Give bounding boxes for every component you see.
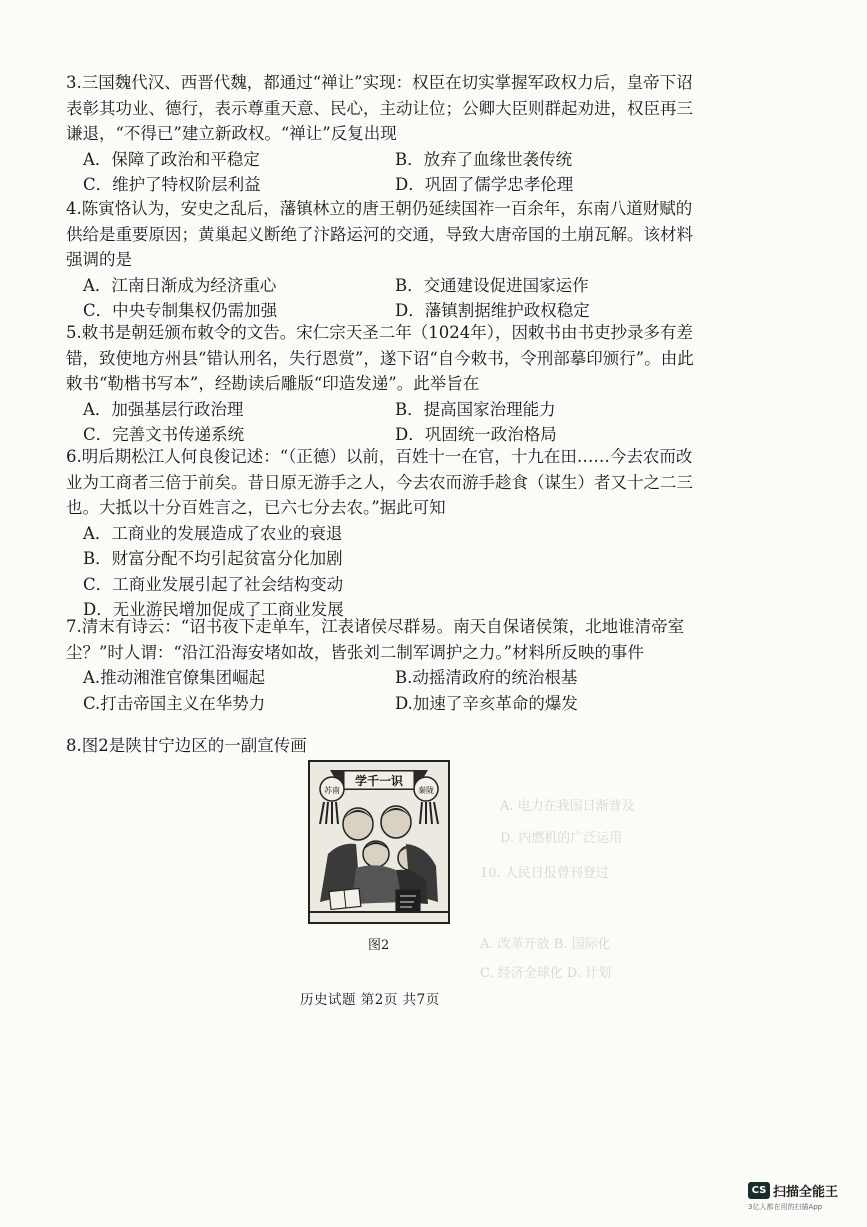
scanner-watermark (748, 1180, 838, 1212)
question-6 (66, 444, 706, 623)
question-8 (66, 733, 706, 759)
option-a: A．工商业的发展造成了农业的衰退 (83, 523, 343, 543)
option-d: D．无业游民增加促成了工商业发展 (83, 600, 344, 619)
option-a: A.推动湘淮官僚集团崛起 (83, 668, 266, 687)
option-b: B．提高国家治理能力 (395, 399, 556, 419)
option-b: B.动摇清政府的统治根基 (395, 668, 578, 687)
option-b: B．财富分配不均引起贫富分化加剧 (83, 549, 343, 568)
bleed-through-text: 10. 人民日报曾刊登过 (480, 866, 609, 881)
left-badge-text: 苏南 (324, 786, 340, 795)
option-d: D．巩固统一政治格局 (395, 425, 557, 444)
options (66, 521, 706, 623)
bleed-through-text: A. 改革开放 B. 国际化 (480, 937, 611, 952)
option-d: D．藩镇割据维护政权稳定 (395, 301, 590, 320)
propaganda-painting (308, 760, 450, 924)
bleed-through-text: D. 内燃机的广泛运用 (500, 831, 623, 846)
option-a: A．加强基层行政治理 (83, 399, 244, 419)
figure-caption: 图2 (368, 938, 390, 953)
option-c: C．工商业发展引起了社会结构变动 (83, 574, 344, 594)
cs-logo-icon: CS (748, 1182, 770, 1199)
question-stem: 7.清末有诗云：“诏书夜下走单车，江表诸侯尽群易。南天自保诸侯策，北地谁清帝室尘？”时人谓：“沿江沿海安堵如故，皆张刘二制军调护之力。”材料所反映的事件 (66, 617, 685, 662)
right-badge-text: 秦陇 (418, 786, 434, 795)
options (66, 147, 706, 198)
options (66, 665, 706, 716)
bleed-through-text: A. 电力在我国日渐普及 (500, 799, 635, 814)
watermark-name: 扫描全能王 (773, 1185, 839, 1200)
question-3 (66, 70, 706, 198)
option-d: D.加速了辛亥革命的爆发 (395, 693, 578, 713)
watermark-subtitle: 3亿人都在用的扫描App (748, 1203, 823, 1211)
option-a: A．保障了政治和平稳定 (83, 149, 260, 169)
option-d: D．巩固了儒学忠孝伦理 (395, 175, 574, 194)
option-b: B．交通建设促进国家运作 (395, 275, 589, 295)
question-stem: 4.陈寅恪认为，安史之乱后，藩镇林立的唐王朝仍延续国祚一百余年，东南八道财赋的供给是重要原因；黄巢起义断绝了汴路运河的交通，导致大唐帝国的土崩瓦解。该材料强调的是 (66, 199, 693, 269)
options (66, 397, 706, 448)
option-a: A．江南日渐成为经济重心 (83, 275, 277, 295)
question-stem: 6.明后期松江人何良俊记述：“（正德）以前，百姓十一在官，十九在田……今去农而改业为工商者三倍于前矣。昔日原无游手之人，今去农而游手趁食（谋生）者又十之二三也。大抵以十分百姓言之，已六七分去农。”据此可知 (66, 447, 693, 517)
option-c: C.打击帝国主义在华势力 (83, 693, 266, 713)
options (66, 273, 706, 324)
page-footer: 历史试题 第2页 共7页 (300, 992, 440, 1008)
propaganda-painting-graphic (310, 762, 448, 922)
option-c: C．完善文书传递系统 (83, 425, 245, 444)
question-stem: 5.敕书是朝廷颁布敕令的文告。宋仁宗天圣二年（1024年），因敕书由书吏抄录多有差错，致使地方州县“错认刑名，失行恩赏”，遂下诏“自今敕书，令刑部摹印颁行”。由此敕书“勒楷书写本”，经勘读后雕版“印造发递”。此举旨在 (66, 323, 694, 393)
question-stem: 8.图2是陕甘宁边区的一副宣传画 (66, 736, 307, 755)
bleed-through-text: C. 经济全球化 D. 计划 (480, 966, 612, 981)
option-c: C．维护了特权阶层利益 (83, 175, 261, 194)
banner-text: 学千一识 (354, 774, 404, 788)
question-stem: 3.三国魏代汉、西晋代魏，都通过“禅让”实现：权臣在切实掌握军政权力后，皇帝下诏表彰其功业、德行，表示尊重天意、民心，主动让位；公卿大臣则群起劝进，权臣再三谦退，“不得已”建立新政权。“禅让”反复出现 (66, 73, 693, 143)
question-7 (66, 614, 706, 716)
question-4 (66, 196, 706, 324)
option-b: B．放弃了血缘世袭传统 (395, 149, 573, 169)
option-c: C．中央专制集权仍需加强 (83, 301, 278, 320)
question-5 (66, 320, 706, 448)
